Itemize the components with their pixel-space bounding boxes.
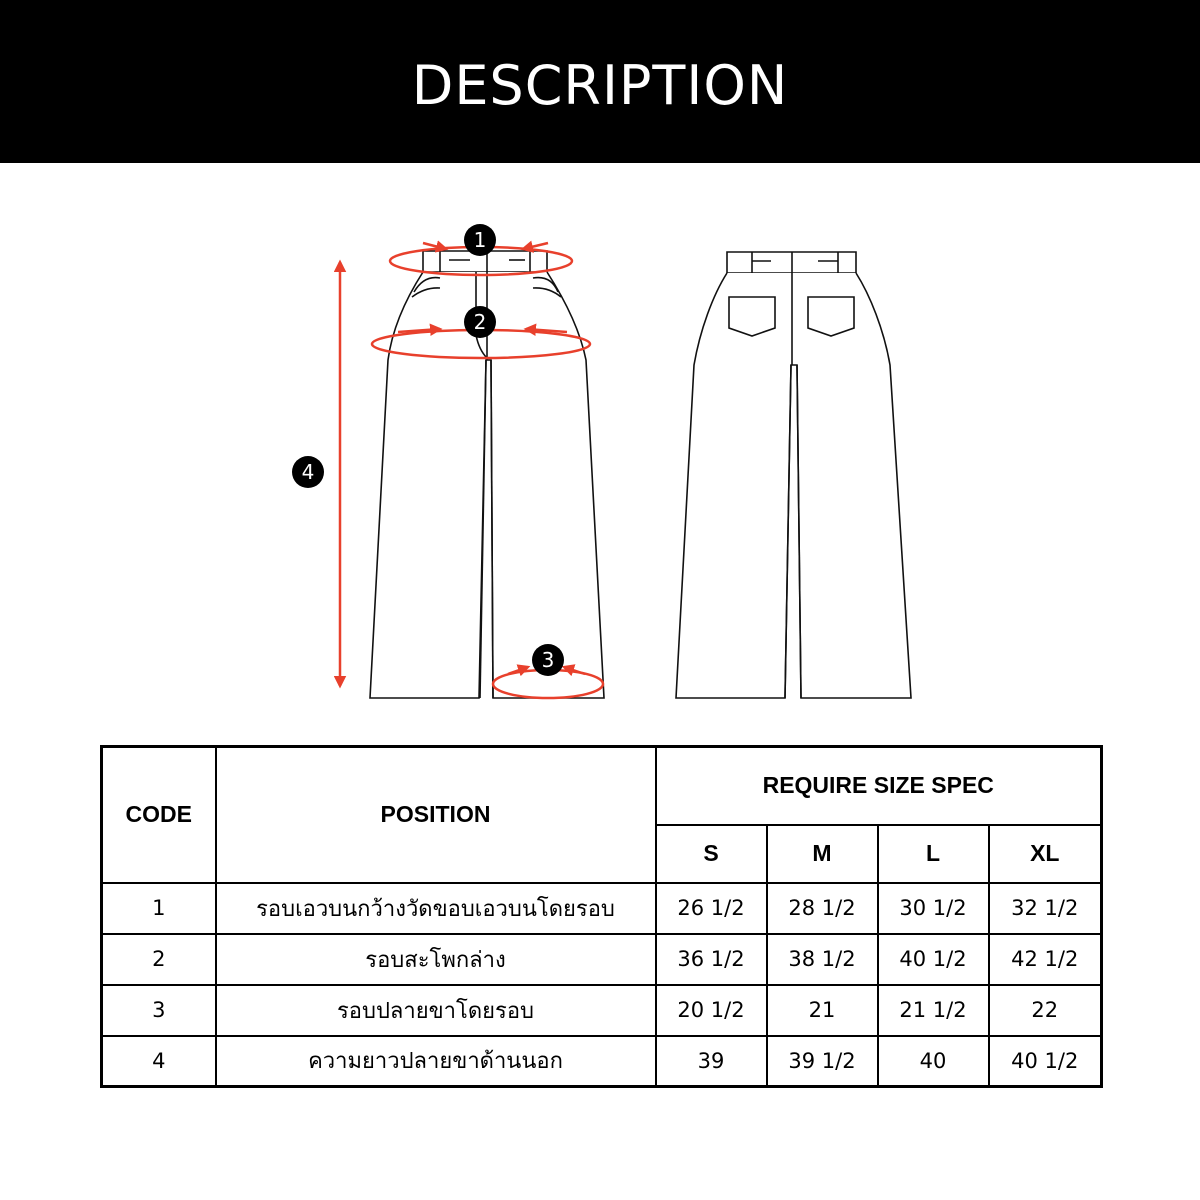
size-header-m: M <box>767 825 878 883</box>
row-value-l: 40 <box>878 1036 989 1087</box>
row-position: รอบสะโพกล่าง <box>216 934 656 985</box>
size-spec-table <box>100 745 1103 1088</box>
marker-2 <box>464 306 496 338</box>
row-code: 2 <box>102 934 216 985</box>
row-value-xl: 32 1/2 <box>989 883 1102 934</box>
table-row <box>102 985 1102 1036</box>
row-value-l: 21 1/2 <box>878 985 989 1036</box>
marker-4 <box>292 456 324 488</box>
row-value-m: 38 1/2 <box>767 934 878 985</box>
marker-3-label: 3 <box>541 648 555 672</box>
row-value-s: 39 <box>656 1036 767 1087</box>
back-pocket-left <box>729 297 775 336</box>
row-value-l: 40 1/2 <box>878 934 989 985</box>
size-spec-header: REQUIRE SIZE SPEC <box>656 747 1102 825</box>
marker-1-label: 1 <box>473 228 487 252</box>
row-value-m: 21 <box>767 985 878 1036</box>
size-header-s: S <box>656 825 767 883</box>
pants-diagram <box>0 163 1200 743</box>
marker-2-label: 2 <box>473 310 487 334</box>
marker-1 <box>464 224 496 256</box>
size-header-xl: XL <box>989 825 1102 883</box>
row-value-m: 28 1/2 <box>767 883 878 934</box>
row-code: 1 <box>102 883 216 934</box>
row-value-s: 20 1/2 <box>656 985 767 1036</box>
marker-4-label: 4 <box>301 460 315 484</box>
row-position: รอบเอวบนกว้างวัดขอบเอวบนโดยรอบ <box>216 883 656 934</box>
row-value-s: 36 1/2 <box>656 934 767 985</box>
row-value-xl: 42 1/2 <box>989 934 1102 985</box>
page-title: DESCRIPTION <box>411 54 789 117</box>
back-pocket-right <box>808 297 854 336</box>
back-view <box>676 252 911 698</box>
row-position: รอบปลายขาโดยรอบ <box>216 985 656 1036</box>
row-value-xl: 40 1/2 <box>989 1036 1102 1087</box>
size-header-l: L <box>878 825 989 883</box>
table-row <box>102 934 1102 985</box>
row-value-s: 26 1/2 <box>656 883 767 934</box>
marker-3 <box>532 644 564 676</box>
table-header-row <box>102 747 1102 825</box>
row-value-m: 39 1/2 <box>767 1036 878 1087</box>
code-header: CODE <box>102 747 216 883</box>
row-value-xl: 22 <box>989 985 1102 1036</box>
row-code: 3 <box>102 985 216 1036</box>
pants-drawing <box>0 163 1200 743</box>
header-bar <box>0 0 1200 163</box>
position-header: POSITION <box>216 747 656 883</box>
row-code: 4 <box>102 1036 216 1087</box>
table-row <box>102 883 1102 934</box>
row-position: ความยาวปลายขาด้านนอก <box>216 1036 656 1087</box>
table-row <box>102 1036 1102 1087</box>
row-value-l: 30 1/2 <box>878 883 989 934</box>
